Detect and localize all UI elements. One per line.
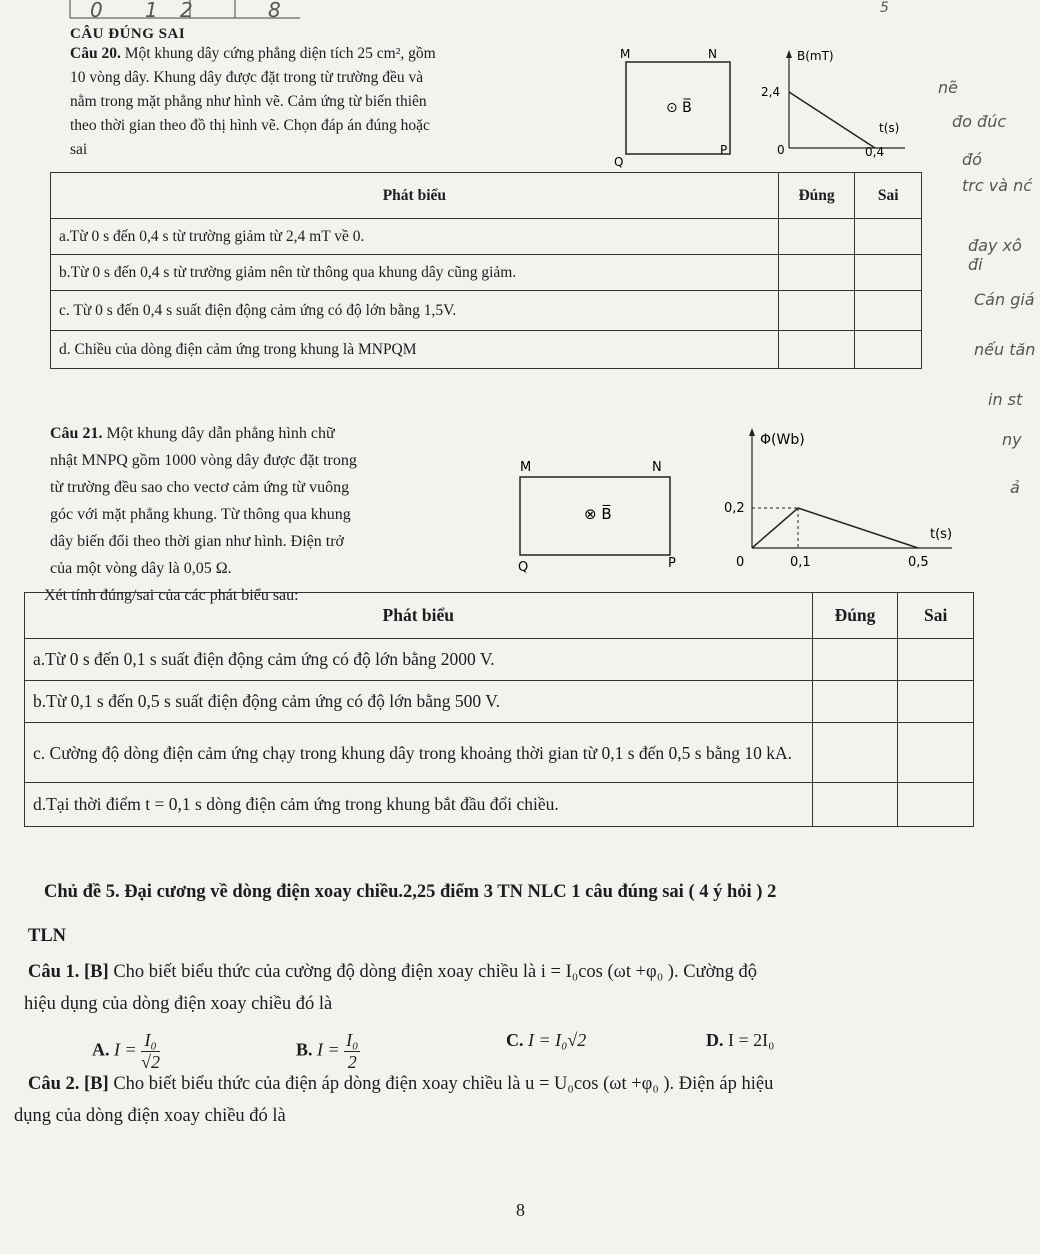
q21-ylabel: Φ(Wb): [760, 432, 805, 448]
q20-answer-cell[interactable]: [855, 291, 922, 331]
c1-a-letter: A.: [92, 1039, 110, 1060]
q20-header-statement: Phát biểu: [51, 173, 779, 219]
margin-note: đo đúc: [952, 112, 1007, 131]
margin-note: Cán giá: [974, 290, 1035, 309]
c2-line-1: Cho biết biểu thức của điện áp dòng điện xoay chiều là u = U₀cos (ωt +φ₀ ). Điện áp hiệu: [113, 1074, 774, 1094]
q20-row-b: b.Từ 0 s đến 0,4 s từ trường giảm nên từ thông qua khung dây cũng giảm.: [51, 255, 779, 291]
q20-xtick: 0,4: [865, 145, 885, 159]
q21-text: [50, 420, 500, 582]
margin-note: đay xô đi: [968, 236, 1022, 274]
c1-a-lhs: I =: [114, 1039, 137, 1060]
margin-note: trc và nć: [962, 176, 1033, 195]
c2-text: [14, 1068, 1028, 1132]
c1-c-expr: I = I₀√2: [528, 1030, 587, 1050]
q20-row-c: c. Từ 0 s đến 0,4 s suất điện động cảm ứng có độ lớn bằng 1,5V.: [51, 291, 779, 331]
table-row: [51, 291, 922, 331]
q20-xlabel: t(s): [879, 121, 900, 135]
q21-line-6: của một vòng dây là 0,05 Ω.: [50, 560, 232, 577]
q21-label-p: P: [668, 556, 676, 571]
c1-b-lhs: I =: [317, 1039, 340, 1060]
q21-row-b: b.Từ 0,1 s đến 0,5 s suất điện động cảm ứng có độ lớn bằng 500 V.: [25, 681, 813, 723]
q21-header-false: Sai: [898, 593, 974, 639]
q21-answer-cell[interactable]: [898, 639, 974, 681]
topic-line-1: Chủ đề 5. Đại cương về dòng điện xoay chiều.2,25 điểm 3 TN NLC 1 câu đúng sai ( 4 ý hỏi ) 2: [44, 882, 777, 902]
margin-note: ả: [1010, 478, 1020, 497]
q21-table: [24, 592, 974, 827]
q21-answer-cell[interactable]: [812, 639, 898, 681]
q21-answer-cell[interactable]: [812, 681, 898, 723]
q20-label-n: N: [708, 47, 717, 61]
q21-row-d: d.Tại thời điểm t = 0,1 s dòng điện cảm ứng trong khung bắt đầu đổi chiều.: [25, 783, 813, 827]
q21-line-5: dây biến đổi theo thời gian như hình. Điện trở: [50, 533, 344, 550]
q20-field-symbol: ⊙ B̅: [666, 100, 692, 116]
q20-line-1: Một khung dây cứng phẳng diện tích 25 cm², gồm: [124, 45, 436, 62]
scribble-0: 0: [90, 0, 103, 22]
table-row: [25, 639, 974, 681]
q21-xtick-2: 0,5: [908, 555, 929, 570]
c1-option-c[interactable]: [506, 1030, 586, 1051]
q20-answer-cell[interactable]: [778, 331, 855, 369]
q21-answer-cell[interactable]: [898, 723, 974, 783]
q21-frame-figure: [510, 455, 690, 575]
q20-label-q: Q: [614, 155, 624, 169]
q21-line-4: góc với mặt phẳng khung. Từ thông qua khung: [50, 506, 351, 523]
q21-label: Câu 21.: [50, 425, 103, 442]
q21-line-1: Một khung dây dẫn phẳng hình chữ: [106, 425, 335, 442]
q21-row-c: c. Cường độ dòng điện cảm ứng chạy trong khung dây trong khoảng thời gian từ 0,1 s đến 0,5 s bằng 10 kA.: [25, 723, 813, 783]
c2-line-2: dụng của dòng điện xoay chiều đó là: [14, 1106, 286, 1126]
scribble-2: 2: [180, 0, 193, 22]
margin-note: nẽ: [938, 78, 958, 97]
q21-intro: Xét tính đúng/sai của các phát biểu sau:: [44, 587, 299, 604]
q20-answer-cell[interactable]: [855, 255, 922, 291]
q21-phi-rise: [752, 508, 798, 548]
q21-header-true: Đúng: [812, 593, 898, 639]
table-row: [25, 723, 974, 783]
q20-row-d: d. Chiều của dòng điện cảm ứng trong khung là MNPQM: [51, 331, 779, 369]
scribble-corner: 5: [880, 0, 889, 16]
q20-line-2: 10 vòng dây. Khung dây được đặt trong từ trường đều và: [70, 69, 424, 86]
q21-line-2: nhật MNPQ gồm 1000 vòng dây được đặt trong: [50, 452, 357, 469]
q21-answer-cell[interactable]: [812, 783, 898, 827]
q20-answer-cell[interactable]: [778, 255, 855, 291]
section-title: CÂU ĐÚNG SAI: [70, 26, 186, 42]
scribble-1: 1: [145, 0, 158, 22]
q21-phi-fall: [798, 508, 918, 548]
q21-answer-cell[interactable]: [898, 783, 974, 827]
q20-label: Câu 20.: [70, 45, 121, 62]
q20-row-a: a.Từ 0 s đến 0,4 s từ trường giảm từ 2,4 mT về 0.: [51, 219, 779, 255]
q21-answer-cell[interactable]: [812, 723, 898, 783]
table-row: [25, 783, 974, 827]
scribble-8: 8: [268, 0, 281, 22]
c1-line-1: Cho biết biểu thức của cường độ dòng điện xoay chiều là i = I₀cos (ωt +φ₀ ). Cường độ: [113, 962, 757, 982]
q20-answer-cell[interactable]: [855, 219, 922, 255]
q21-header-statement: Phát biểu: [25, 593, 813, 639]
margin-note: ny: [1002, 430, 1022, 449]
q20-header-true: Đúng: [778, 173, 855, 219]
q20-table: [50, 172, 922, 369]
q20-ylabel: B(mT): [797, 49, 834, 63]
q21-graph: [718, 420, 968, 575]
c1-b-num: I₀: [346, 1030, 359, 1050]
c1-line-2: hiệu dụng của dòng điện xoay chiều đó là: [24, 994, 333, 1014]
q21-label-n: N: [652, 460, 662, 475]
q21-label-m: M: [520, 460, 532, 475]
c1-d-expr: I = 2I₀: [728, 1030, 775, 1050]
q20-line-3: nằm trong mặt phẳng như hình vẽ. Cảm ứng từ biến thiên: [70, 93, 427, 110]
q21-answer-cell[interactable]: [898, 681, 974, 723]
c1-d-letter: D.: [706, 1030, 724, 1050]
q20-label-m: M: [620, 47, 631, 61]
c1-option-b[interactable]: [296, 1030, 360, 1073]
q21-label-q: Q: [518, 560, 529, 575]
topic-line-2: TLN: [28, 926, 67, 946]
margin-note: đó: [962, 150, 982, 169]
c1-a-den: √2: [141, 1052, 161, 1072]
q20-line-4: theo thời gian theo đồ thị hình vẽ. Chọn đáp án đúng hoặc: [70, 117, 430, 134]
q21-xlabel: t(s): [930, 527, 953, 542]
q20-frame-figure: [610, 44, 750, 174]
c1-b-den: 2: [347, 1052, 357, 1072]
q21-xtick-1: 0,1: [790, 555, 811, 570]
q20-line-5: sai: [70, 141, 88, 158]
q21-origin: 0: [736, 555, 745, 570]
q20-answer-cell[interactable]: [778, 291, 855, 331]
q21-row-a: a.Từ 0 s đến 0,1 s suất điện động cảm ứng có độ lớn bằng 2000 V.: [25, 639, 813, 681]
c2-label: Câu 2. [B]: [28, 1074, 109, 1094]
q20-b-line: [789, 92, 875, 148]
margin-note: in st: [988, 390, 1023, 409]
q20-ytick: 2,4: [761, 85, 781, 99]
q20-answer-cell[interactable]: [778, 219, 855, 255]
table-row: [51, 219, 922, 255]
table-row: [51, 255, 922, 291]
q20-graph: [755, 44, 925, 174]
q21-line-3: từ trường đều sao cho vectơ cảm ứng từ vuông: [50, 479, 350, 496]
page-number: 8: [516, 1200, 525, 1220]
margin-note: nếu tăn: [974, 340, 1036, 359]
q20-origin: 0: [777, 143, 785, 157]
q21-ytick: 0,2: [724, 501, 745, 516]
q21-field-symbol: ⊗ B̅: [584, 505, 612, 523]
c1-option-d[interactable]: [706, 1030, 774, 1051]
q20-header-false: Sai: [855, 173, 922, 219]
c1-c-letter: C.: [506, 1030, 524, 1050]
q20-text: [70, 42, 600, 162]
table-row: [51, 331, 922, 369]
c1-a-num: I₀: [141, 1030, 160, 1052]
q20-label-p: P: [720, 143, 728, 157]
q20-answer-cell[interactable]: [855, 331, 922, 369]
c1-label: Câu 1. [B]: [28, 962, 109, 982]
c1-option-a[interactable]: [92, 1030, 160, 1073]
c1-b-letter: B.: [296, 1039, 313, 1060]
table-row: [25, 681, 974, 723]
topic-heading: [28, 876, 1024, 952]
c1-text: [24, 956, 1028, 1020]
